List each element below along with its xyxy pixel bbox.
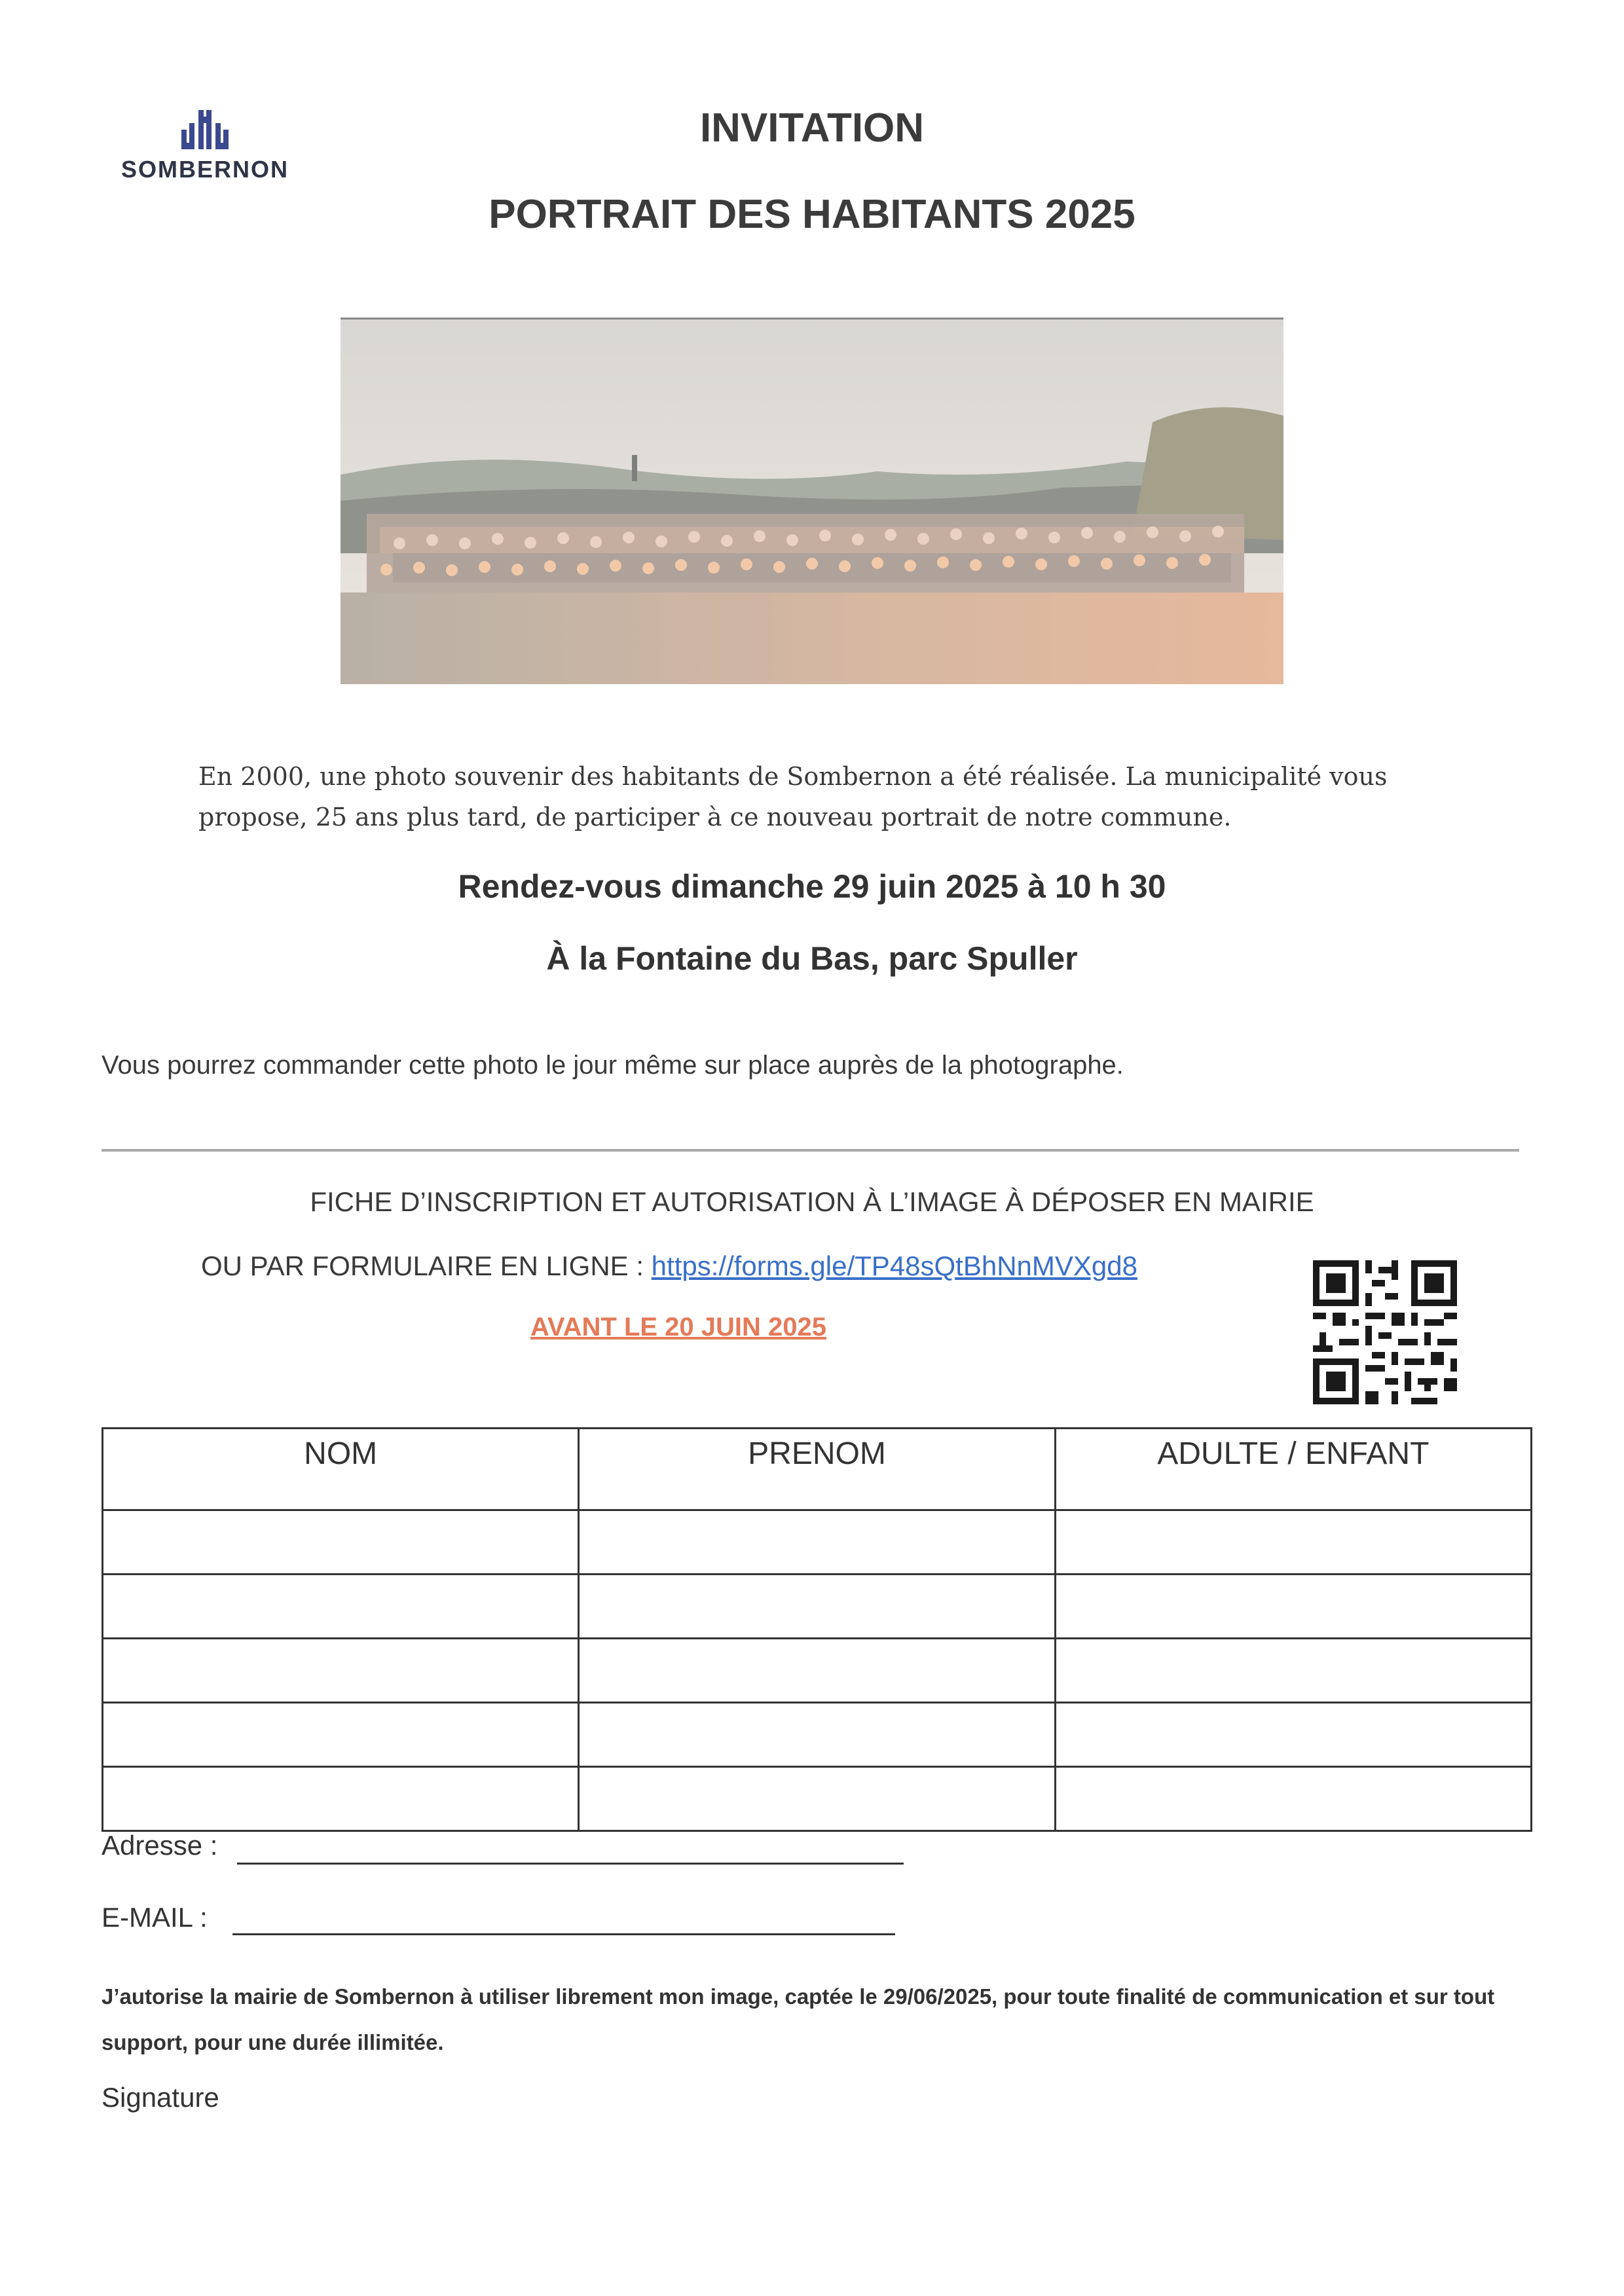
table-cell[interactable] [579, 1703, 1055, 1767]
online-form-prefix: OU PAR FORMULAIRE EN LIGNE : [201, 1250, 652, 1281]
table-cell[interactable] [579, 1767, 1055, 1831]
group-photo-image [341, 318, 1283, 684]
group-photo [341, 318, 1283, 684]
table-row [103, 1575, 1532, 1639]
deadline: AVANT LE 20 JUIN 2025 [530, 1313, 827, 1341]
table-cell[interactable] [579, 1510, 1055, 1575]
column-header-adulte-enfant: ADULTE / ENFANT [1055, 1429, 1531, 1510]
email-label: E-MAIL : [101, 1902, 208, 1933]
table-cell[interactable] [579, 1575, 1055, 1639]
order-note: Vous pourrez commander cette photo le jour même sur place auprès de la photographe. [101, 1051, 1124, 1080]
address-field[interactable] [237, 1863, 904, 1865]
table-header-row [103, 1429, 1532, 1510]
consent-text: J’autorise la mairie de Sombernon à utiliser librement mon image, captée le 29/06/2025, pour toute finalité de communication et sur tout support, pour une durée illimitée. [101, 1984, 1495, 2054]
table-cell[interactable] [1055, 1575, 1531, 1639]
event-place: À la Fontaine du Bas, parc Spuller [546, 940, 1078, 977]
logo-name: SOMBERNON [120, 156, 289, 183]
table-cell[interactable] [103, 1575, 579, 1639]
table-cell[interactable] [1055, 1510, 1531, 1575]
table-cell[interactable] [103, 1767, 579, 1831]
email-field[interactable] [232, 1933, 895, 1935]
page-subtitle: PORTRAIT DES HABITANTS 2025 [489, 192, 1135, 237]
column-header-nom: NOM [103, 1429, 579, 1510]
table-cell[interactable] [103, 1703, 579, 1767]
table-row [103, 1639, 1532, 1703]
table-row [103, 1510, 1532, 1575]
online-form-link[interactable]: https://forms.gle/TP48sQtBhNnMVXgd8 [651, 1250, 1137, 1281]
table-cell[interactable] [1055, 1703, 1531, 1767]
table-row [103, 1767, 1532, 1831]
qr-code-icon [1313, 1260, 1457, 1404]
table-cell[interactable] [1055, 1767, 1531, 1831]
event-date: Rendez-vous dimanche 29 juin 2025 à 10 h 30 [458, 868, 1166, 905]
table-cell[interactable] [103, 1639, 579, 1703]
registration-table [101, 1427, 1532, 1832]
table-cell[interactable] [1055, 1639, 1531, 1703]
qr-code[interactable] [1313, 1260, 1457, 1404]
address-label: Adresse : [101, 1830, 218, 1861]
table-cell[interactable] [103, 1510, 579, 1575]
signature-label: Signature [101, 2082, 219, 2113]
form-heading: FICHE D’INSCRIPTION ET AUTORISATION À L’IMAGE À DÉPOSER EN MAIRIE [310, 1186, 1314, 1217]
table-row [103, 1703, 1532, 1767]
intro-paragraph: En 2000, une photo souvenir des habitants de Sombernon a été réalisée. La municipalité vous propose, 25 ans plus tard, de participer à ce nouveau portrait de notre commune. [198, 762, 1388, 831]
page-title: INVITATION [699, 105, 925, 151]
column-header-prenom: PRENOM [579, 1429, 1055, 1510]
divider [101, 1149, 1519, 1152]
online-form-line [201, 1250, 1137, 1282]
table-cell[interactable] [579, 1639, 1055, 1703]
